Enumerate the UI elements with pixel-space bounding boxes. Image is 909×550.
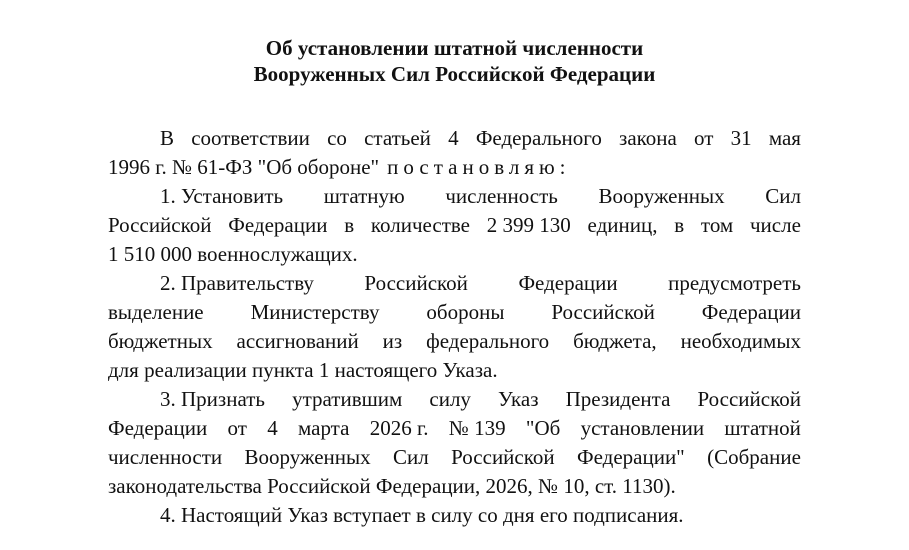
word: статьей xyxy=(364,126,431,150)
word: числе xyxy=(749,213,801,237)
word: Министерству xyxy=(250,300,380,324)
item-3-line-4 xyxy=(108,472,801,501)
item-2-line-4 xyxy=(108,356,801,385)
word: мая xyxy=(768,126,801,150)
word: соответствии xyxy=(191,126,310,150)
word: том xyxy=(700,213,734,237)
word: бюджетных xyxy=(108,329,213,353)
word: № 139 xyxy=(448,416,506,440)
word: необходимых xyxy=(680,329,801,353)
document-title-line-2: Вооруженных Сил Российской Федерации xyxy=(253,62,656,86)
word: Федерации xyxy=(108,416,208,440)
preamble-decree-word: постановляю: xyxy=(387,155,571,179)
word: установлении xyxy=(580,416,705,440)
item-2-line-3 xyxy=(108,327,801,356)
word: Сил xyxy=(393,445,429,469)
word: Указ xyxy=(498,387,539,411)
word: из xyxy=(382,329,403,353)
item-3-line-3 xyxy=(108,443,801,472)
word: Российской xyxy=(697,387,801,411)
item-1-line-2 xyxy=(108,211,801,240)
word: численность xyxy=(445,184,558,208)
word: Федерации" xyxy=(577,445,685,469)
word: закона xyxy=(619,126,677,150)
item-1-line-3-text: 1 510 000 военнослужащих. xyxy=(108,242,358,266)
word: Федерации xyxy=(518,271,618,295)
word: Российской xyxy=(364,271,468,295)
word: Российской xyxy=(551,300,655,324)
item-2-line-2 xyxy=(108,298,801,327)
word: Российской xyxy=(108,213,212,237)
word: количестве xyxy=(370,213,470,237)
word: бюджета, xyxy=(573,329,657,353)
word: Сил xyxy=(765,184,801,208)
word: в xyxy=(674,213,685,237)
word: федерального xyxy=(426,329,550,353)
word: Федерации xyxy=(228,213,328,237)
item-3-line-4-text: законодательства Российской Федерации, 2026, № 10, ст. 1130). xyxy=(108,474,676,498)
word: Федерации xyxy=(701,300,801,324)
word: в xyxy=(344,213,355,237)
word: от xyxy=(227,416,247,440)
preamble-line-2-text: 1996 г. № 61-ФЗ "Об обороне" xyxy=(108,155,380,179)
word: единиц, xyxy=(587,213,658,237)
word: 2026 г. xyxy=(369,416,429,440)
word: штатной xyxy=(724,416,801,440)
word: Вооруженных xyxy=(244,445,371,469)
word: 31 xyxy=(730,126,752,150)
item-4-line-1 xyxy=(108,501,801,530)
document-body xyxy=(108,124,801,530)
word: Федерального xyxy=(475,126,602,150)
item-3-line-1 xyxy=(108,385,801,414)
word: выделение xyxy=(108,300,204,324)
word: штатную xyxy=(323,184,405,208)
word: В xyxy=(160,126,175,150)
word: от xyxy=(694,126,714,150)
document-title-line-1: Об установлении штатной численности xyxy=(265,36,644,60)
word: численности xyxy=(108,445,223,469)
item-1-line-1 xyxy=(108,182,801,211)
word: утратившим xyxy=(292,387,403,411)
word: 2 399 130 xyxy=(486,213,571,237)
word: (Собрание xyxy=(707,445,801,469)
word: 2. Правительству xyxy=(160,271,314,295)
word: 4 xyxy=(267,416,278,440)
word: со xyxy=(327,126,347,150)
word: 4 xyxy=(448,126,459,150)
preamble-line-1 xyxy=(108,124,801,153)
word: 1. Установить xyxy=(160,184,284,208)
word: "Об xyxy=(525,416,561,440)
word: обороны xyxy=(426,300,505,324)
item-3-line-2 xyxy=(108,414,801,443)
item-4-line-1-text: 4. Настоящий Указ вступает в силу со дня его подписания. xyxy=(160,503,684,527)
word: 3. Признать xyxy=(160,387,265,411)
word: Российской xyxy=(451,445,555,469)
item-1-line-3 xyxy=(108,240,801,269)
word: предусмотреть xyxy=(668,271,801,295)
word: марта xyxy=(297,416,350,440)
word: Вооруженных xyxy=(598,184,725,208)
item-2-line-1 xyxy=(108,269,801,298)
item-2-line-4-text: для реализации пункта 1 настоящего Указа. xyxy=(108,358,498,382)
word: ассигнований xyxy=(236,329,359,353)
preamble-line-2 xyxy=(108,153,801,182)
word: Президента xyxy=(565,387,671,411)
word: силу xyxy=(429,387,471,411)
